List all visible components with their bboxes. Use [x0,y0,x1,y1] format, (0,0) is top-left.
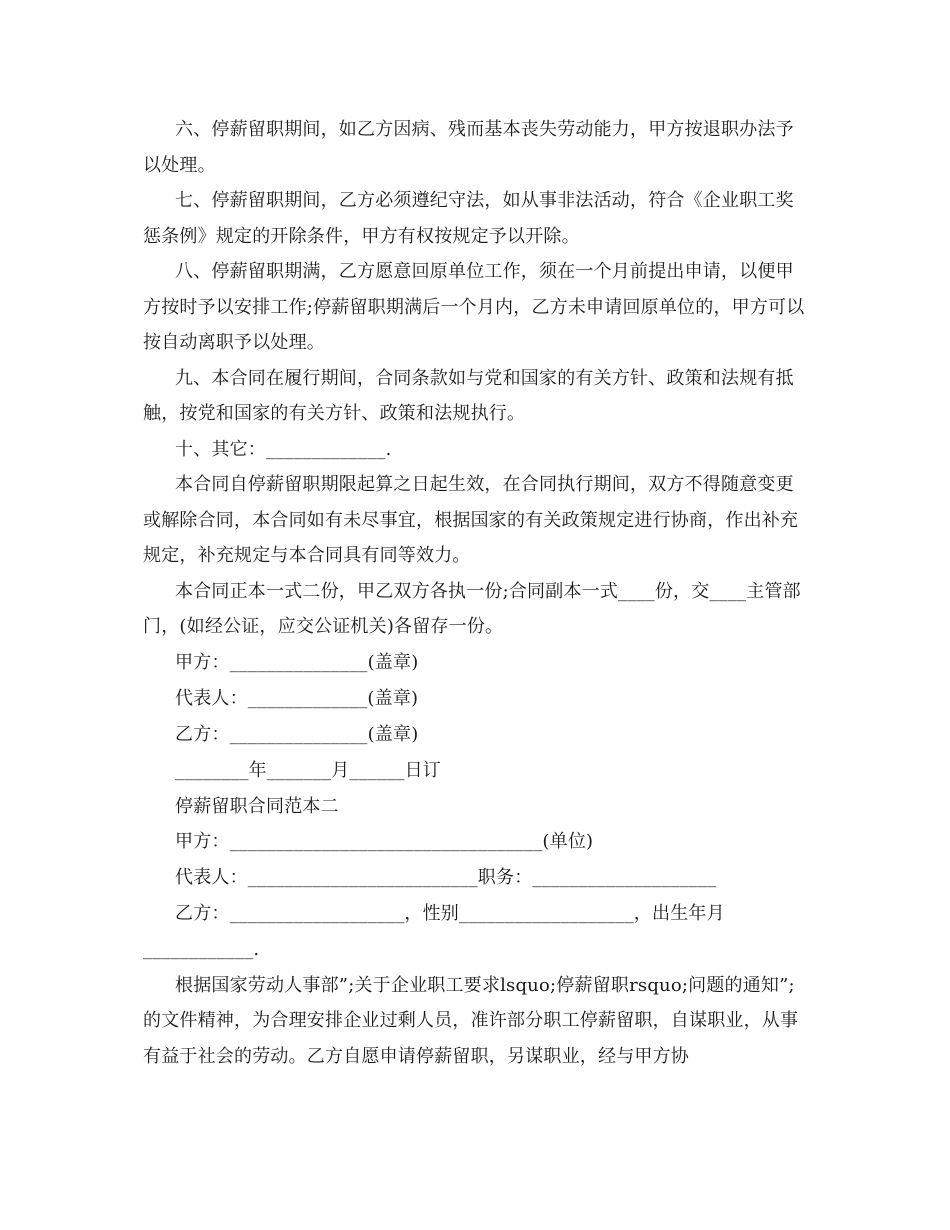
clause-nine: 九、本合同在履行期间，合同条款如与党和国家的有关方针、政策和法规有抵触，按党和国家的有关方针、政策和法规执行。 [143,367,794,424]
second-party-b: 乙方：___________________，性别___________________，出生年月 [175,903,725,924]
signature-party-a: 甲方：_______________(盖章) [175,651,419,673]
copies-clause: 本合同正本一式二份，甲乙双方各执一份;合同副本一式____份，交____主管部门，(如经公证，应交公证机关)各留存一份。 [143,580,801,637]
clause-ten: 十、其它：_____________. [175,438,392,460]
signature-representative: 代表人：_____________(盖章) [175,687,419,709]
effective-clause: 本合同自停薪留职期限起算之日起生效，在合同执行期间，双方不得随意变更或解除合同，本合同如有未尽事宜，根据国家的有关政策规定进行协商，作出补充规定，补充规定与本合同具有同等效力。 [143,474,799,566]
clause-seven: 七、停薪留职期间，乙方必须遵纪守法，如从事非法活动，符合《企业职工奖惩条例》规定的开除条件，甲方有权按规定予以开除。 [143,190,794,247]
second-preamble: 根据国家劳动人事部”;关于企业职工要求lsquo;停薪留职rsquo;问题的通知”;的文件精神，为合理安排企业过剩人员，准许部分职工停薪留职，自谋职业，从事有益于社会的劳动。乙方自愿申请停薪留职，另谋职业，经与甲方协 [143,974,799,1067]
second-representative: 代表人：_________________________职务：____________________ [175,867,717,888]
second-birth-blank: ____________. [143,939,260,960]
document-body [143,112,808,1074]
second-party-a: 甲方：__________________________________(单位) [175,831,594,852]
clause-eight: 八、停薪留职期满，乙方愿意回原单位工作，须在一个月前提出申请，以便甲方按时予以安排工作;停薪留职期满后一个月内，乙方未申请回原单位的，甲方可以按自动离职予以处理。 [143,261,805,353]
signature-party-b: 乙方：_______________(盖章) [175,723,419,745]
signature-date: ________年_______月______日订 [175,759,441,781]
second-contract-title: 停薪留职合同范本二 [175,795,339,817]
clause-six: 六、停薪留职期间，如乙方因病、残而基本丧失劳动能力，甲方按退职办法予以处理。 [143,119,794,176]
